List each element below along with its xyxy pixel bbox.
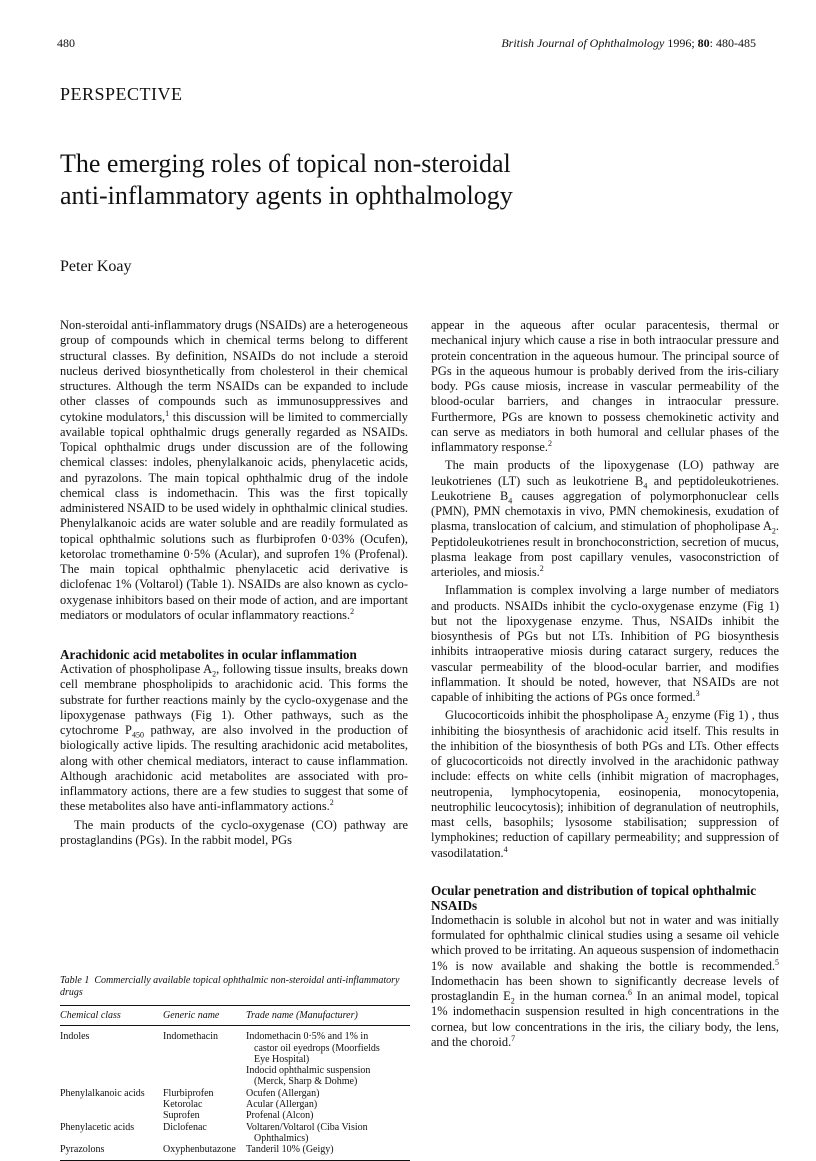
cell-generic-name — [163, 1026, 246, 1088]
left-column — [60, 318, 408, 851]
generic-name: Diclofenac — [163, 1121, 207, 1133]
journal-volume: 80 — [697, 36, 710, 50]
table-row — [60, 1026, 410, 1088]
table-row — [60, 1144, 410, 1160]
intro-paragraph: Non-steroidal anti-inflammatory drugs (NSAIDs) are a heterogeneous group of compounds which in chemical terms belong to different structural classes. By definition, NSAIDs do not include a steroid nucleus derived biosynthetically from cholesterol in their chemical structures. Although the term NSAIDs can be expanded to include other classes of compounds such as immunosuppressives and cytokine modulators,$^1$ this discussion will be limited to commercially available topical ophthalmic drugs generally regarded as NSAIDs. Topical ophthalmic drugs under discussion are of the following chemical classes: indoles, phenylalkanoic acids, phenylacetic acids, and pyrazolons. The main topical ophthalmic drug of the indole chemical class is indomethacin. This was the first topically administered NSAID to be used widely in ophthalmic clinical studies. Phenylalkanoic acids are water soluble and are readily formulated as topical ophthalmic solutions such as flurbiprofen 0·03% (Ocufen), ketorolac tromethamine 0·5% (Acular), and suprofen 1% (Profenal). The main topical ophthalmic phenylacetic acid derivative is diclofenac 1% (Voltarol) (Table 1). NSAIDs are also known as cyclo-oxygenase inhibitors based on their mode of action, and are important mediators or modulators of ocular inflammatory reactions.$^2$ — [60, 318, 408, 622]
nsaid-table — [60, 1005, 410, 1161]
trade-name: Ophthalmics) — [254, 1132, 309, 1144]
generic-name: Indomethacin — [163, 1031, 218, 1043]
cell-generic-name — [163, 1144, 246, 1160]
trade-name: Eye Hospital) — [254, 1053, 310, 1065]
cell-chemical-class: Phenylalkanoic acids — [60, 1087, 145, 1099]
body-paragraph: The main products of the lipoxygenase (LO) pathway are leukotrienes (LT) such as leukotriene $B_4$ and peptidoleukotrienes. Leukotriene $B_4$ causes aggregation of polymorphonuclear cells (PMN), PMN chemotaxis in vivo, PMN chemokinesis, exudation of plasma, translocation of calcium, and stimulation of phopholipase $A_2$. Peptidoleukotrienes result in bronchoconstriction, secretion of mucus, plasma leakage from post capillary venules, vasoconstriction of arterioles, and miosis.$^2$ — [431, 458, 780, 579]
cell-trade-name — [246, 1144, 410, 1160]
body-paragraph: The main products of the cyclo-oxygenase (CO) pathway are prostaglandins (PGs). In the rabbit model, PGs — [60, 817, 408, 847]
cell-generic-name — [163, 1122, 246, 1145]
journal-citation — [501, 36, 756, 51]
page-number: 480 — [57, 36, 75, 50]
table-caption-text: Commercially available topical ophthalmic non-steroidal anti-inflammatory drugs — [60, 975, 400, 998]
reference-marker: 2 — [350, 606, 355, 616]
body-paragraph: Inflammation is complex involving a large number of mediators and products. NSAIDs inhibit the cyclo-oxygenase enzyme (Fig 1) but not the lipoxygenase enzyme. Thus, NSAIDs inhibit the biosynthesis of PGs but not LTs. Inhibition of PG biosynthesis inhibits intraoperative miosis during cataract surgery, reduces the vascular permeability of the blood-ocular barrier, and modifies inflammation. It should be noted, however, that NSAIDs are not capable of inhibiting the actions of PGs once formed.$^3$ — [431, 583, 779, 704]
cell-trade-name — [246, 1026, 410, 1088]
reference-marker: 4 — [503, 844, 508, 854]
table-row — [60, 1122, 410, 1145]
table-caption — [60, 975, 410, 999]
journal-year: 1996; — [664, 36, 698, 50]
generic-name: Suprofen — [163, 1110, 200, 1122]
right-column — [431, 318, 779, 1053]
cell-chemical-class: Pyrazolons — [60, 1144, 163, 1160]
reference-marker: 6 — [628, 987, 633, 997]
trade-name: Indomethacin 0·5% and 1% in — [246, 1031, 369, 1043]
reference-marker: 2 — [539, 563, 544, 573]
trade-name: (Merck, Sharp & Dohme) — [254, 1076, 358, 1088]
table-header: Trade name (Manufacturer) — [246, 1006, 410, 1026]
reference-marker: 5 — [775, 957, 779, 967]
section-heading-arachidonic: Arachidonic acid metabolites in ocular inflammation — [60, 647, 357, 662]
generic-name: Flurbiprofen — [163, 1087, 214, 1099]
trade-name: Profenal (Alcon) — [246, 1110, 314, 1122]
generic-name: Ketorolac — [163, 1099, 203, 1111]
body-paragraph: Activation of phospholipase $A_2$, following tissue insults, breaks down cell membrane phospholipids to arachidonic acid. This forms the substrate for further reactions mainly by the cyclo-oxygenase and the lipoxygenase pathways (Fig 1). Other pathways, such as the cytochrome $P_{450}$ pathway, are also involved in the production of biologically active lipids. The resulting arachidonic acid metabolites, along with other chemical mediators, interact to cause inflammation. Although arachidonic acid metabolites are associated with pro-inflammatory actions, there are a few studies to suggest that some of these metabolites also have anti-inflammatory actions.$^2$ — [60, 662, 409, 814]
trade-name: Ocufen (Allergan) — [246, 1087, 320, 1099]
trade-name: Acular (Allergan) — [246, 1099, 318, 1111]
reference-marker: 2 — [329, 798, 334, 808]
title-line-2: anti-inflammatory agents in ophthalmology — [60, 181, 513, 210]
cell-generic-name — [163, 1088, 246, 1122]
journal-pages: : 480-485 — [709, 36, 756, 50]
journal-name: British Journal of Ophthalmology — [501, 36, 665, 50]
reference-marker: 7 — [511, 1033, 516, 1043]
title-line-1: The emerging roles of topical non-steroidal — [60, 149, 511, 178]
trade-name: Indocid ophthalmic suspension — [246, 1065, 371, 1077]
section-heading-ocular-penetration: Ocular penetration and distribution of topical ophthalmic NSAIDs — [431, 882, 757, 913]
article-title — [60, 148, 700, 212]
trade-name: castor oil eyedrops (Moorfields — [254, 1042, 380, 1054]
reference-marker: 1 — [165, 408, 170, 418]
trade-name: Voltaren/Voltarol (Ciba Vision — [246, 1121, 368, 1133]
table-header: Chemical class — [60, 1006, 163, 1026]
trade-name: Tanderil 10% (Geigy) — [246, 1144, 334, 1156]
table-row — [60, 1088, 410, 1122]
body-paragraph: Glucocorticoids inhibit the phospholipase $A_2$ enzyme (Fig 1) , thus inhibiting the biosynthesis of arachidonic acid itself. This results in the inhibition of the biosynthesis of both PGs and LTs. Other effects of glucocorticoids not directly involved in the arachidonic pathway include: effects on white cells (inhibit migration of macrophages, neutropenia, lymphocytopenia, eosinopenia, monocytopenia, neutrophilic leucocytosis); inhibition of degranulation of neutrophils, mast cells, basophils; lysosome stabilisation; suppression of lymphokines; reduction of capillary permeability; and suppression of vasodilatation.$^4$ — [431, 708, 779, 860]
reference-marker: 3 — [695, 688, 700, 698]
generic-name: Oxyphenbutazone — [163, 1144, 236, 1156]
body-paragraph: Indomethacin is soluble in alcohol but not in water and was initially formulated for ophthalmic clinical studies using a sesame oil vehicle which proved to be irritating. An aqueous suspension of indomethacin 1% is now available and shaking the bottle is recommended.$^5$ Indomethacin has been shown to significantly decrease levels of prostaglandin $E_2$ in the human cornea.$^6$ In an animal model, topical 1% indomethacin suspension resulted in high concentrations in the cornea, but low concentrations in the iris, the ciliary body, the lens, and the choroid.$^7$ — [431, 912, 779, 1049]
author-name: Peter Koay — [60, 258, 132, 275]
cell-trade-name — [246, 1088, 410, 1122]
table-label: Table 1 — [60, 975, 90, 986]
section-label: PERSPECTIVE — [60, 84, 183, 104]
cell-chemical-class: Indoles — [60, 1031, 90, 1043]
table-header: Generic name — [163, 1006, 246, 1026]
reference-marker: 2 — [548, 438, 552, 448]
body-paragraph: appear in the aqueous after ocular paracentesis, thermal or mechanical injury which cause a rise in both intraocular pressure and protein concentration in the aqueous humour. The principal source of PGs in the aqueous humour is probably derived from the iris-ciliary body. PGs cause miosis, increase in vascular permeability of the blood-ocular barriers, and changes in intraocular pressure. Furthermore, PGs are known to possess chemokinetic activity and can serve as mediators in both humoral and cellular phases of the inflammatory response.$^2$ — [431, 318, 779, 454]
table-1 — [60, 975, 410, 1161]
cell-trade-name — [246, 1122, 410, 1145]
cell-chemical-class: Phenylacetic acids — [60, 1121, 135, 1133]
